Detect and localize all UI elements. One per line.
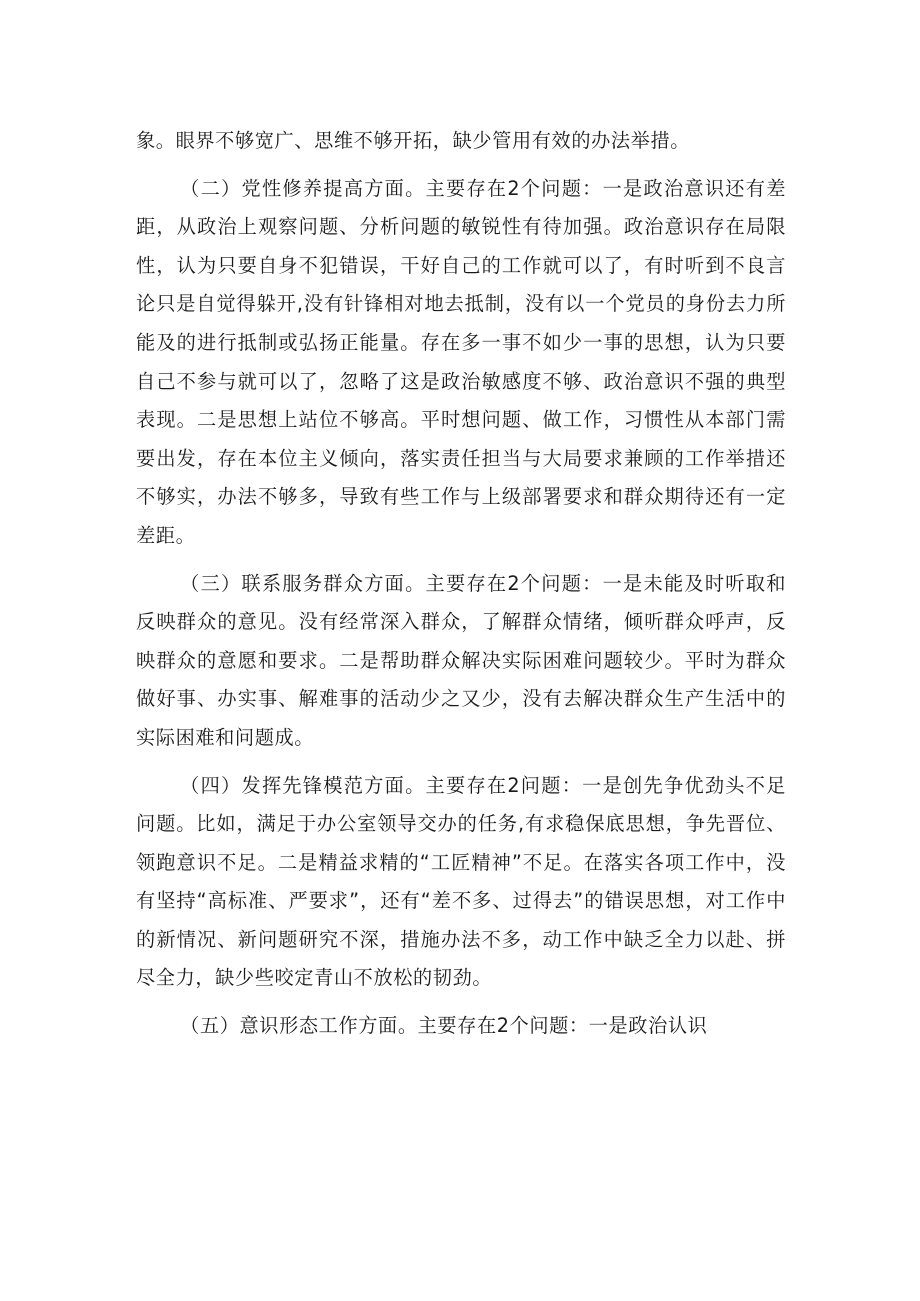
paragraph-continuation: 象。眼界不够宽广、思维不够开拓，缺少管用有效的办法举措。 <box>136 129 691 152</box>
paragraph-section-5: （五）意识形态工作方面。主要存在2个问题：一是政治认识 <box>180 1014 708 1038</box>
paragraph-section-4: （四）发挥先锋模范方面。主要存在2问题：一是创先争优劲头不足问题。比如，满足于办公室领导交办的任务,有求稳保底思想，争先晋位、领跑意识不足。二是精益求精的“工匠精神”不足。在落实各项工作中，没有坚持“高标准、严要求”，还有“差不多、过得去”的错误思想，对工作中的新情况、新问题研究不深，措施办法不多，动工作中缺乏全力以赴、拼尽全力，缺少些咬定青山不放松的韧劲。 <box>136 773 786 990</box>
document-body <box>136 122 786 1046</box>
paragraph-section-2: （二）党性修养提高方面。主要存在2个问题：一是政治意识还有差距，从政治上观察问题、分析问题的敏锐性有待加强。政治意识存在局限性，认为只要自身不犯错误，干好自己的工作就可以了，有时听到不良言论只是自觉得躲开,没有针锋相对地去抵制，没有以一个党员的身份去力所能及的进行抵制或弘扬正能量。存在多一事不如少一事的思想，认为只要自己不参与就可以了，忽略了这是政治敏感度不够、政治意识不强的典型表现。二是思想上站位不够高。平时想问题、做工作，习惯性从本部门需要出发，存在本位主义倾向，落实责任担当与大局要求兼顾的工作举措还不够实，办法不够多，导致有些工作与上级部署要求和群众期待还有一定差距。 <box>136 176 786 547</box>
paragraph-section-3: （三）联系服务群众方面。主要存在2个问题：一是未能及时听取和反映群众的意见。没有经常深入群众，了解群众情绪，倾听群众呼声，反映群众的意愿和要求。二是帮助群众解决实际困难问题较少。平时为群众做好事、办实事、解难事的活动少之又少，没有去解决群众生产生活中的实际困难和问题成。 <box>136 571 786 749</box>
